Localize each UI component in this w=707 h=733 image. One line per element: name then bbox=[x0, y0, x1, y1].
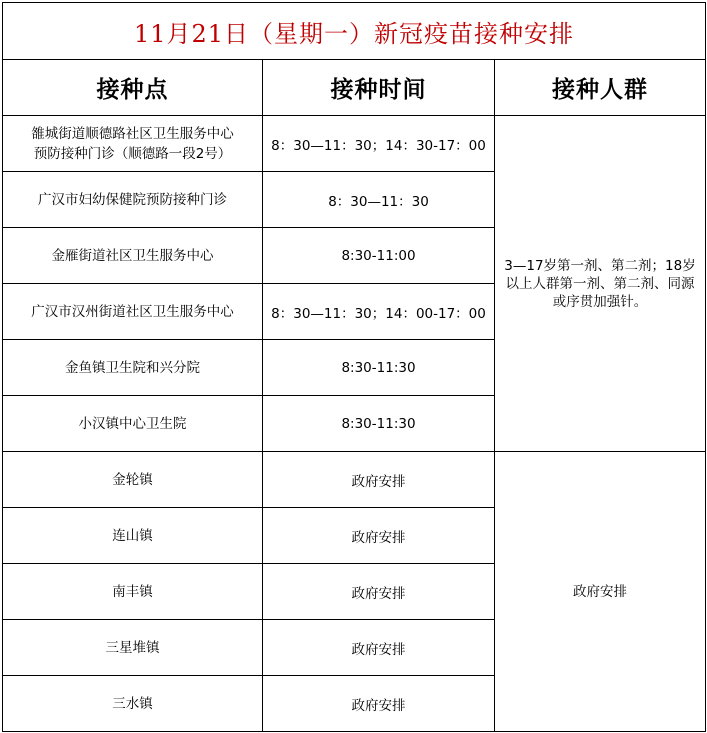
site-cell: 广汉市汉州街道社区卫生服务中心 bbox=[3, 284, 263, 340]
site-cell: 南丰镇 bbox=[3, 564, 263, 620]
table-title: 11月21日（星期一）新冠疫苗接种安排 bbox=[3, 3, 706, 60]
time-cell: 8：30—11：30 bbox=[263, 172, 495, 228]
time-cell: 8：30—11：30；14：30-17：00 bbox=[263, 116, 495, 172]
vaccination-table bbox=[2, 2, 706, 732]
header-row bbox=[3, 60, 706, 116]
group-cell-towns: 政府安排 bbox=[495, 452, 706, 732]
table-row bbox=[3, 116, 706, 172]
group-cell-clinics: 3—17岁第一剂、第二剂；18岁以上人群第一剂、第二剂、同源或序贯加强针。 bbox=[495, 116, 706, 452]
col-header-time: 接种时间 bbox=[263, 60, 495, 116]
time-cell: 8:30-11:30 bbox=[263, 340, 495, 396]
time-cell: 8:30-11:00 bbox=[263, 228, 495, 284]
time-cell: 政府安排 bbox=[263, 676, 495, 732]
site-cell: 三星堆镇 bbox=[3, 620, 263, 676]
site-cell: 三水镇 bbox=[3, 676, 263, 732]
col-header-site: 接种点 bbox=[3, 60, 263, 116]
time-cell: 8：30—11：30；14：00-17：00 bbox=[263, 284, 495, 340]
site-cell: 连山镇 bbox=[3, 508, 263, 564]
site-cell bbox=[3, 116, 263, 172]
table-row bbox=[3, 452, 706, 508]
site-line: 雒城街道顺德路社区卫生服务中心 预防接种门诊（顺德路一段2号） bbox=[31, 125, 234, 162]
time-cell: 政府安排 bbox=[263, 564, 495, 620]
time-cell: 政府安排 bbox=[263, 620, 495, 676]
time-cell: 政府安排 bbox=[263, 452, 495, 508]
site-cell: 广汉市妇幼保健院预防接种门诊 bbox=[3, 172, 263, 228]
site-cell: 金雁街道社区卫生服务中心 bbox=[3, 228, 263, 284]
col-header-group: 接种人群 bbox=[495, 60, 706, 116]
time-cell: 政府安排 bbox=[263, 508, 495, 564]
site-cell: 小汉镇中心卫生院 bbox=[3, 396, 263, 452]
time-cell: 8:30-11:30 bbox=[263, 396, 495, 452]
site-cell: 金轮镇 bbox=[3, 452, 263, 508]
site-cell: 金鱼镇卫生院和兴分院 bbox=[3, 340, 263, 396]
